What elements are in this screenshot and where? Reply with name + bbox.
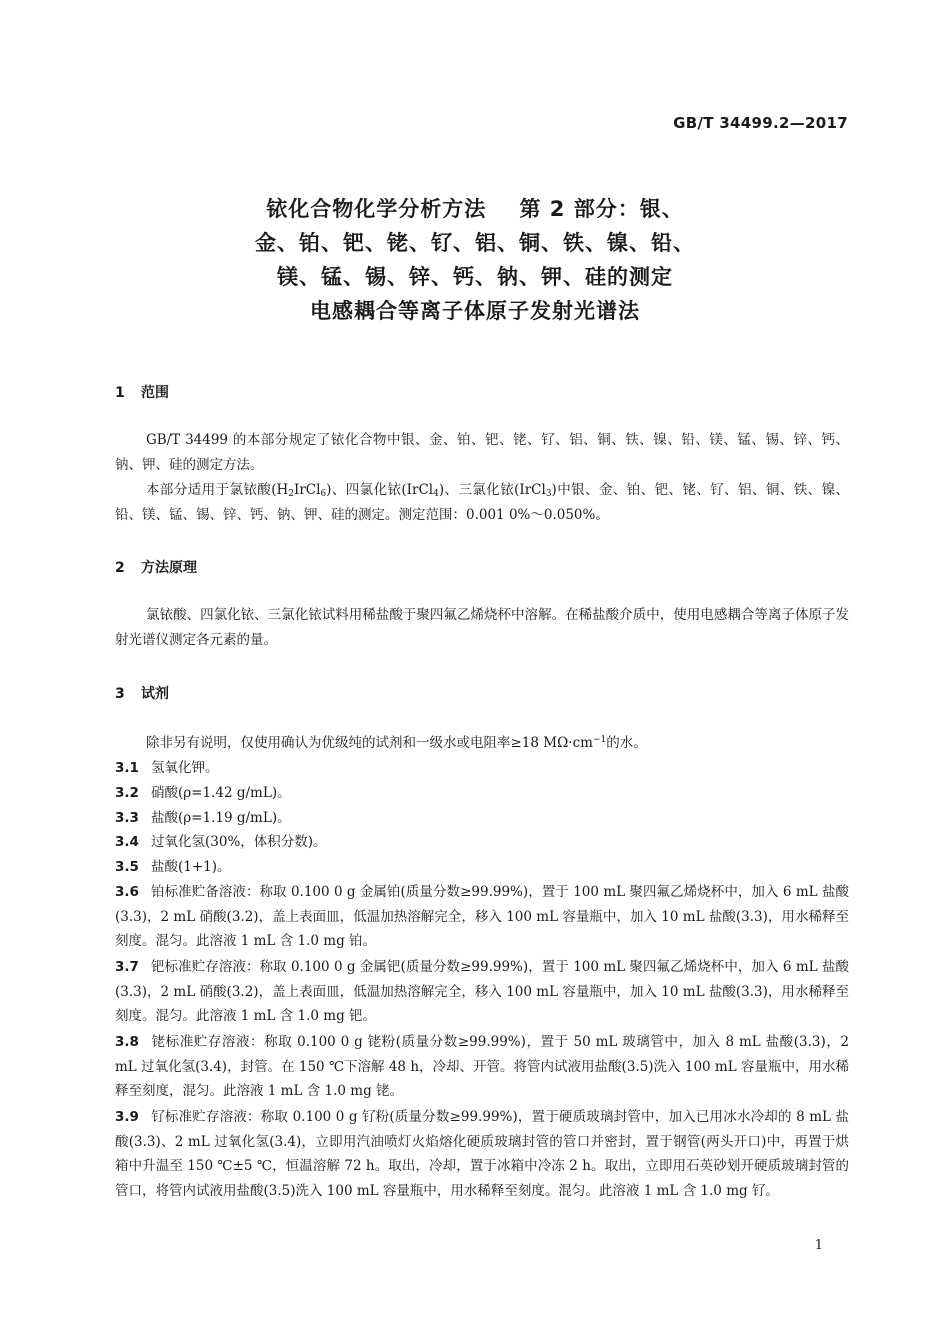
subscript: 6 — [320, 489, 327, 499]
title-line-4: 电感耦合等离子体原子发射光谱法 — [310, 299, 640, 323]
item-text: 盐酸(ρ=1.19 g/mL)。 — [151, 810, 291, 826]
reagent-item — [115, 1030, 849, 1104]
text-run: )、三氯化铱(IrCl — [438, 482, 546, 498]
section-number: 1 — [115, 385, 125, 401]
subscript: 3 — [545, 489, 552, 499]
reagent-item — [115, 880, 849, 954]
text-run: )、四氯化铱(IrCl — [326, 482, 434, 498]
subscript: 4 — [433, 489, 439, 499]
item-text: 钯标准贮存溶液：称取 0.100 0 g 金属钯(质量分数≥99.99%)，置于 100 mL 聚四氟乙烯烧杯中，加入 6 mL 盐酸(3.3)，2 mL 硝酸(3.2)，盖上表面皿，低温加热溶解完全，移入 100 mL 容量瓶中，加入 10 mL 盐酸(3.3)，用水稀释至刻度。混匀。此溶液 1 mL 含 1.0 mg 钯。 — [115, 959, 849, 1024]
title-line-1: 铱化合物化学分析方法 第 2 部分：银、 — [266, 197, 684, 221]
item-text: 过氧化氢(30%，体积分数)。 — [151, 834, 327, 850]
reagent-item — [115, 830, 849, 855]
item-text: 铂标准贮备溶液：称取 0.100 0 g 金属铂(质量分数≥99.99%)，置于 100 mL 聚四氟乙烯烧杯中，加入 6 mL 盐酸(3.3)，2 mL 硝酸(3.2)，盖上表面皿，低温加热溶解完全，移入 100 mL 容量瓶中，加入 10 mL 盐酸(3.3)，用水稀释至刻度。混匀。此溶液 1 mL 含 1.0 mg 铂。 — [115, 884, 849, 949]
item-number: 3.4 — [115, 834, 139, 850]
text-run: 除非另有说明，仅使用确认为优级纯的试剂和一级水或电阻率≥18 MΩ·cm — [146, 735, 593, 751]
item-text: 硝酸(ρ=1.42 g/mL)。 — [151, 785, 291, 801]
item-number: 3.7 — [115, 959, 139, 975]
section-number: 3 — [115, 686, 125, 702]
reagent-item — [115, 1105, 849, 1203]
section-heading-principle — [115, 557, 197, 577]
title-line-2: 金、铂、钯、铑、钌、铝、铜、铁、镍、铅、 — [255, 231, 695, 255]
scope-paragraph-1: GB/T 34499 的本部分规定了铱化合物中银、金、铂、钯、铑、钌、铝、铜、铁、镍、铅、镁、锰、锡、锌、钙、钠、钾、硅的测定方法。 — [115, 432, 849, 473]
superscript: −1 — [592, 735, 607, 745]
section-title: 范围 — [141, 385, 169, 401]
subscript: 2 — [288, 489, 294, 499]
standard-code: GB/T 34499.2—2017 — [673, 114, 848, 132]
item-number: 3.2 — [115, 785, 139, 801]
section-title: 试剂 — [141, 686, 169, 702]
reagent-item — [115, 955, 849, 1029]
reagent-item — [115, 855, 849, 880]
item-number: 3.3 — [115, 810, 139, 826]
document-title — [0, 192, 950, 328]
page-number: 1 — [814, 1238, 823, 1253]
item-number: 3.5 — [115, 859, 139, 875]
item-number: 3.9 — [115, 1109, 139, 1125]
reagent-item — [115, 756, 849, 781]
scope-paragraph-2 — [115, 478, 849, 527]
section-heading-scope — [115, 382, 169, 402]
item-number: 3.6 — [115, 884, 139, 900]
reagent-item — [115, 781, 849, 806]
section-heading-reagents — [115, 683, 169, 703]
principle-paragraph: 氯铱酸、四氯化铱、三氯化铱试料用稀盐酸于聚四氟乙烯烧杯中溶解。在稀盐酸介质中，使用电感耦合等离子体原子发射光谱仪测定各元素的量。 — [115, 607, 849, 648]
text-run: 本部分适用于氯铱酸(H — [146, 482, 289, 498]
title-line-3: 镁、锰、锡、锌、钙、钠、钾、硅的测定 — [277, 265, 673, 289]
reagents-intro — [115, 731, 849, 756]
text-run: )中银、金、铂、钯、铑、钌、铝、铜、铁、镍、铅、镁、锰、锡、锌、钙、钠、钾、硅的测定。测定范围：0.001 0%～0.050%。 — [115, 482, 849, 523]
item-text: 氢氧化钾。 — [151, 760, 219, 776]
section-number: 2 — [115, 560, 125, 576]
text-run: IrCl — [294, 482, 321, 498]
item-text: 钌标准贮存溶液：称取 0.100 0 g 钌粉(质量分数≥99.99%)，置于硬质玻璃封管中，加入已用冰水冷却的 8 mL 盐酸(3.3)、2 mL 过氧化氢(3.4)，立即用汽油喷灯火焰熔化硬质玻璃封管的管口并密封，置于钢管(两头开口)中，再置于烘箱中升温至 150 ℃±5 ℃，恒温溶解 72 h。取出，冷却，置于冰箱中冷冻 2 h。取出，立即用石英砂划开硬质玻璃封管的管口，将管内试液用盐酸(3.5)洗入 100 mL 容量瓶中，用水稀释至刻度。混匀。此溶液 1 mL 含 1.0 mg 钌。 — [115, 1109, 849, 1199]
section-title: 方法原理 — [141, 560, 197, 576]
item-text: 盐酸(1+1)。 — [151, 859, 231, 875]
text-run: 的水。 — [606, 735, 647, 751]
item-text: 铑标准贮存溶液：称取 0.100 0 g 铑粉(质量分数≥99.99%)，置于 50 mL 玻璃管中，加入 8 mL 盐酸(3.3)，2 mL 过氧化氢(3.4)，封管。在 150 ℃下溶解 48 h，冷却、开管。将管内试液用盐酸(3.5)洗入 100 mL 容量瓶中，用水稀释至刻度，混匀。此溶液 1 mL 含 1.0 mg 铑。 — [115, 1034, 849, 1099]
item-number: 3.1 — [115, 760, 139, 776]
reagent-item — [115, 806, 849, 831]
item-number: 3.8 — [115, 1034, 139, 1050]
